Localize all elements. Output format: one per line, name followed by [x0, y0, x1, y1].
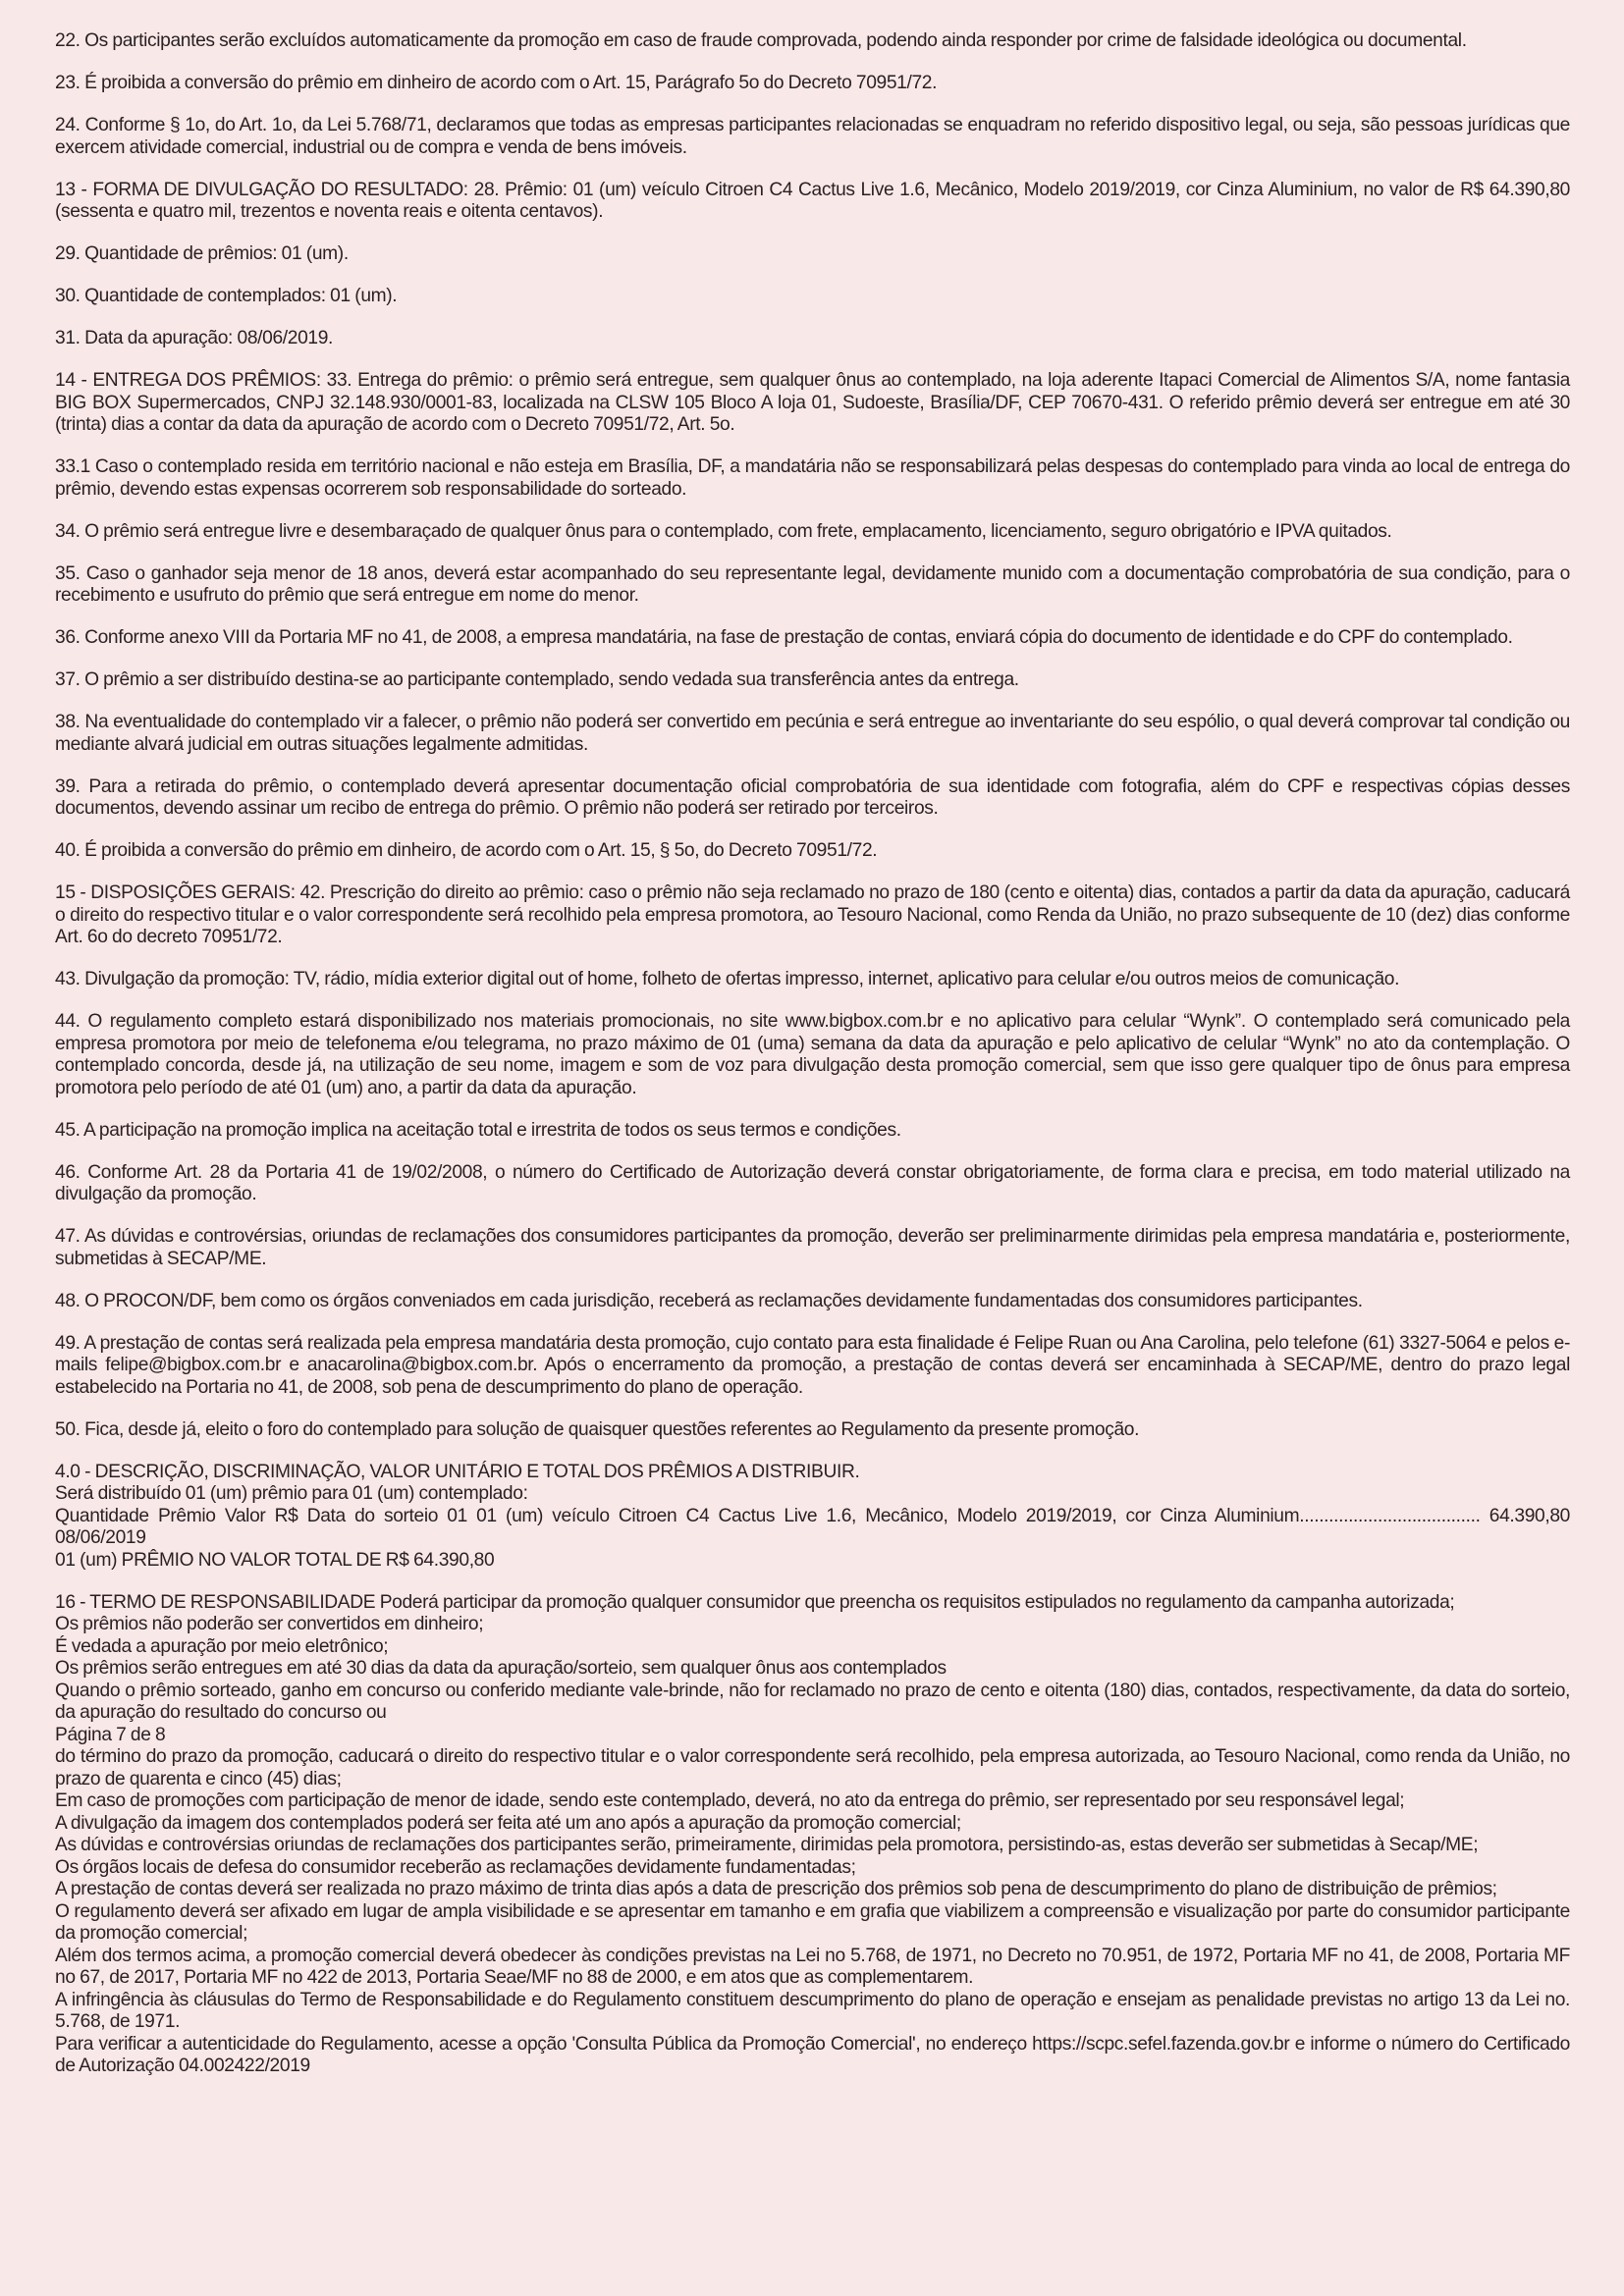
regulation-document [55, 30, 1570, 2098]
clause-49: 49. A prestação de contas será realizada pela empresa mandatária desta promoção, cujo contato para esta finalidade é Felipe Ruan ou Ana Carolina, pelo telefone (61) 3327-5064 e pelos e-mails felipe@bigbox.com.br e anacarolina@bigbox.com.br. Após o encerramento da promoção, a prestação de contas deverá ser encaminhada à SECAP/ME, dentro do prazo legal estabelecido na Portaria no 41, de 2008, sob pena de descumprimento do plano de operação. [55, 1332, 1570, 1398]
clause-44: 44. O regulamento completo estará disponibilizado nos materiais promocionais, no site www.bigbox.com.br e no aplicativo para celular “Wynk”. O contemplado será comunicado pela empresa promotora por meio de telefonema e/ou telegrama, no prazo máximo de 01 (uma) semana da data da apuração e pelo aplicativo de celular “Wynk” no ato da contemplação. O contemplado concorda, desde já, na utilização de seu nome, imagem e som de voz para divulgação desta promoção comercial, sem que isso gere qualquer tipo de ônus para empresa promotora pelo período de até 01 (um) ano, a partir da data da apuração. [55, 1011, 1570, 1098]
responsibility-terms-section [55, 1592, 1570, 2078]
prize-table-line: Quantidade Prêmio Valor R$ Data do sorteio 01 01 (um) veículo Citroen C4 Cactus Live 1.6, Mecânico, Modelo 2019/2019, cor Cinza Aluminium..................................... 64.390,80 [55, 1505, 1570, 1526]
prize-draw-date: 08/06/2019 [55, 1527, 146, 1548]
terms-line-14: A infringência às cláusulas do Termo de Responsabilidade e do Regulamento constituem descumprimento do plano de operação e ensejam as penalidade previstas no artigo 13 da Lei no. 5.768, de 1971. [55, 1989, 1570, 2032]
clause-30: 30. Quantidade de contemplados: 01 (um). [55, 286, 398, 306]
terms-line-11: A prestação de contas deverá ser realizada no prazo máximo de trinta dias após a data de prescrição dos prêmios sob pena de descumprimento do plano de distribuição de prêmios; [55, 1879, 1497, 1899]
terms-line-7: Em caso de promoções com participação de menor de idade, sendo este contemplado, deverá, no ato da entrega do prêmio, ser representado por seu responsável legal; [55, 1790, 1405, 1811]
clause-45: 45. A participação na promoção implica na aceitação total e irrestrita de todos os seus termos e condições. [55, 1119, 901, 1141]
clause-39: 39. Para a retirada do prêmio, o contemplado deverá apresentar documentação oficial comprobatória de sua identidade com fotografia, além do CPF e respectivas cópias desses documentos, devendo assinar um recibo de entrega do prêmio. O prêmio não poderá ser retirado por terceiros. [55, 775, 1570, 819]
clause-38: 38. Na eventualidade do contemplado vir a falecer, o prêmio não poderá ser convertido em pecúnia e será entregue ao inventariante do seu espólio, o qual deverá comprovar tal condição ou mediante alvará judicial em outras situações legalmente admitidas. [55, 712, 1570, 755]
clause-46: 46. Conforme Art. 28 da Portaria 41 de 19/02/2008, o número do Certificado de Autorização deverá constar obrigatoriamente, de forma clara e precisa, em todo material utilizado na divulgação da promoção. [55, 1161, 1570, 1204]
terms-line-12: O regulamento deverá ser afixado em lugar de ampla visibilidade e se apresentar em tamanho e em grafia que viabilizem a compreensão e visualização por parte do consumidor participante da promoção comercial; [55, 1900, 1570, 1944]
section-13-result-disclosure: 13 - FORMA DE DIVULGAÇÃO DO RESULTADO: 28. Prêmio: 01 (um) veículo Citroen C4 Cactus Live 1.6, Mecânico, Modelo 2019/2019, cor Cinza Aluminium, no valor de R$ 64.390,80 (sessenta e quatro mil, trezentos e noventa reais e oitenta centavos). [55, 179, 1570, 222]
clauses [55, 30, 1570, 1441]
clause-47: 47. As dúvidas e controvérsias, oriundas de reclamações dos consumidores participantes da promoção, deverão ser preliminarmente dirimidas pela empresa mandatária e, posteriormente, submetidas à SECAP/ME. [55, 1226, 1570, 1269]
terms-line-15: Para verificar a autenticidade do Regulamento, acesse a opção 'Consulta Pública da Promoção Comercial', no endereço https://scpc.sefel.fazenda.gov.br e informe o número do Certificado de Autorização 04.002422/2019 [55, 2033, 1570, 2076]
terms-line-3: É vedada a apuração por meio eletrônico; [55, 1635, 389, 1657]
clause-23: 23. É proibida a conversão do prêmio em dinheiro de acordo com o Art. 15, Parágrafo 5o do Decreto 70951/72. [55, 73, 938, 93]
clause-36: 36. Conforme anexo VIII da Portaria MF no 41, de 2008, a empresa mandatária, na fase de prestação de contas, enviará cópia do documento de identidade e do CPF do contemplado. [55, 627, 1513, 648]
prize-total-value: 01 (um) PRÊMIO NO VALOR TOTAL DE R$ 64.390,80 [55, 1549, 495, 1571]
clause-37: 37. O prêmio a ser distribuído destina-se ao participante contemplado, sendo vedada sua transferência antes da entrega. [55, 669, 1019, 690]
prize-description-section [55, 1462, 1570, 1573]
clause-29: 29. Quantidade de prêmios: 01 (um). [55, 243, 349, 264]
prize-count-line: Será distribuído 01 (um) prêmio para 01 (um) contemplado: [55, 1483, 528, 1504]
section-15-general-provisions: 15 - DISPOSIÇÕES GERAIS: 42. Prescrição do direito ao prêmio: caso o prêmio não seja reclamado no prazo de 180 (cento e oitenta) dias, contados a partir da data da apuração, caducará o direito do respectivo titular e o valor correspondente será recolhido pela empresa promotora, ao Tesouro Nacional, como Renda da União, no prazo subsequente de 10 (dez) dias conforme Art. 6o do decreto 70951/72. [55, 882, 1570, 947]
prize-section-title: 4.0 - DESCRIÇÃO, DISCRIMINAÇÃO, VALOR UNITÁRIO E TOTAL DOS PRÊMIOS A DISTRIBUIR. [55, 1461, 860, 1482]
terms-line-5: Quando o prêmio sorteado, ganho em concurso ou conferido mediante vale-brinde, não for reclamado no prazo de cento e oitenta (180) dias, contados, respectivamente, da data do sorteio, da apuração do resultado do concurso ou [55, 1680, 1570, 1723]
clause-40: 40. É proibida a conversão do prêmio em dinheiro, de acordo com o Art. 15, § 5o, do Decreto 70951/72. [55, 840, 878, 861]
terms-line-8: A divulgação da imagem dos contemplados poderá ser feita até um ano após a apuração da promoção comercial; [55, 1812, 961, 1834]
clause-43: 43. Divulgação da promoção: TV, rádio, mídia exterior digital out of home, folheto de ofertas impresso, internet, aplicativo para celular e/ou outros meios de comunicação. [55, 969, 1400, 989]
terms-line-6: do término do prazo da promoção, caducará o direito do respectivo titular e o valor correspondente será recolhido, pela empresa autorizada, ao Tesouro Nacional, como renda da União, no prazo de quarenta e cinco (45) dias; [55, 1746, 1570, 1789]
page-number: Página 7 de 8 [55, 1724, 166, 1745]
terms-line-13: Além dos termos acima, a promoção comercial deverá obedecer às condições previstas na Lei no 5.768, de 1971, no Decreto no 70.951, de 1972, Portaria MF no 41, de 2008, Portaria MF no 67, de 2017, Portaria MF no 422 de 2013, Portaria Seae/MF no 88 de 2000, e em atos que as complementarem. [55, 1945, 1570, 1988]
clause-31: 31. Data da apuração: 08/06/2019. [55, 328, 334, 348]
terms-line-10: Os órgãos locais de defesa do consumidor receberão as reclamações devidamente fundamentadas; [55, 1856, 856, 1878]
clause-33-1: 33.1 Caso o contemplado resida em território nacional e não esteja em Brasília, DF, a mandatária não se responsabilizará pelas despesas do contemplado para vinda ao local de entrega do prêmio, devendo estas expensas ocorrerem sob responsabilidade do sorteado. [55, 456, 1570, 500]
terms-line-9: As dúvidas e controvérsias oriundas de reclamações dos participantes serão, primeiramente, dirimidas pela promotora, persistindo-as, estas deverão ser submetidas à Secap/ME; [55, 1835, 1479, 1855]
terms-line-1: 16 - TERMO DE RESPONSABILIDADE Poderá participar da promoção qualquer consumidor que preencha os requisitos estipulados no regulamento da campanha autorizada; [55, 1591, 1455, 1613]
section-14-prize-delivery: 14 - ENTREGA DOS PRÊMIOS: 33. Entrega do prêmio: o prêmio será entregue, sem qualquer ônus ao contemplado, na loja aderente Itapaci Comercial de Alimentos S/A, nome fantasia BIG BOX Supermercados, CNPJ 32.148.930/0001-83, localizada na CLSW 105 Bloco A loja 01, Sudoeste, Brasília/DF, CEP 70670-431. O referido prêmio deverá ser entregue em até 30 (trinta) dias a contar da data da apuração de acordo com o Decreto 70951/72, Art. 5o. [55, 370, 1570, 435]
clause-50: 50. Fica, desde já, eleito o foro do contemplado para solução de quaisquer questões referentes ao Regulamento da presente promoção. [55, 1418, 1140, 1440]
clause-22: 22. Os participantes serão excluídos automaticamente da promoção em caso de fraude comprovada, podendo ainda responder por crime de falsidade ideológica ou documental. [55, 30, 1467, 51]
clause-48: 48. O PROCON/DF, bem como os órgãos conveniados em cada jurisdição, receberá as reclamações devidamente fundamentadas dos consumidores participantes. [55, 1290, 1363, 1311]
terms-line-4: Os prêmios serão entregues em até 30 dias da data da apuração/sorteio, sem qualquer ônus aos contemplados [55, 1658, 947, 1679]
clause-34: 34. O prêmio será entregue livre e desembaraçado de qualquer ônus para o contemplado, com frete, emplacamento, licenciamento, seguro obrigatório e IPVA quitados. [55, 520, 1392, 542]
clause-24: 24. Conforme § 1o, do Art. 1o, da Lei 5.768/71, declaramos que todas as empresas participantes relacionadas se enquadram no referido dispositivo legal, ou seja, são pessoas jurídicas que exercem atividade comercial, industrial ou de compra e venda de bens imóveis. [55, 115, 1570, 158]
terms-line-2: Os prêmios não poderão ser convertidos em dinheiro; [55, 1614, 484, 1634]
clause-35: 35. Caso o ganhador seja menor de 18 anos, deverá estar acompanhado do seu representante legal, devidamente munido com a documentação comprobatória de sua condição, para o recebimento e usufruto do prêmio que será entregue em nome do menor. [55, 562, 1570, 606]
